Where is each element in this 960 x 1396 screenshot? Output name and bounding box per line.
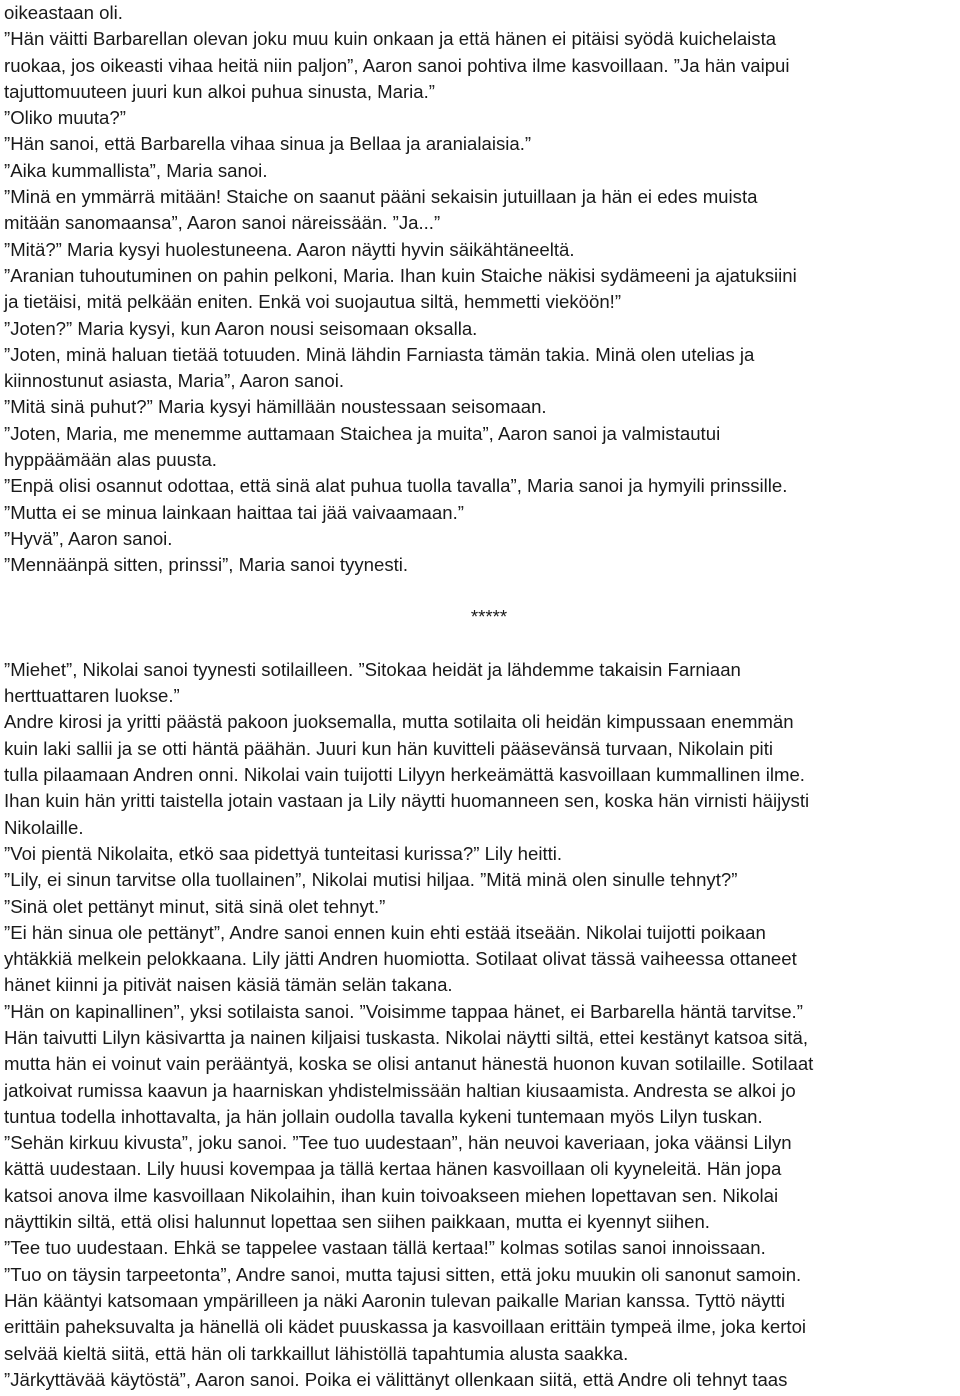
text-line: jatkoivat rumissa kaavun ja haarniskan yhdistelmissään haltian kiusaamista. Andresta se alkoi jo <box>4 1079 796 1101</box>
text-line: mitään sanomaansa”, Aaron sanoi näreissään. ”Ja...” <box>4 212 441 234</box>
text-line: ”Hän on kapinallinen”, yksi sotilaista sanoi. ”Voisimme tappaa hänet, ei Barbarella häntä tarvitse.” <box>4 1000 803 1022</box>
text-line: näyttikin siltä, että olisi halunnut lopettaa sen siihen paikkaan, mutta ei kyennyt siihen. <box>4 1211 710 1233</box>
story-section-one <box>4 0 958 579</box>
text-line: ”Sinä olet pettänyt minut, sitä sinä olet tehnyt.” <box>4 895 386 917</box>
text-line: ”Joten, minä haluan tietää totuuden. Minä lähdin Farniasta tämän takia. Minä olen utelias ja <box>4 343 755 365</box>
text-line: hyppäämään alas puusta. <box>4 449 217 471</box>
text-line: tuntua todella inhottavalta, ja hän jollain oudolla tavalla kykeni tuntemaan myös Lilyn tuskan. <box>4 1105 763 1127</box>
text-line: ”Lily, ei sinun tarvitse olla tuollainen”, Nikolai mutisi hiljaa. ”Mitä minä olen sinulle tehnyt?” <box>4 869 738 891</box>
section-separator <box>4 604 958 630</box>
text-line: Hän kääntyi katsomaan ympärilleen ja näki Aaronin tulevan paikalle Marian kanssa. Tyttö näytti <box>4 1289 786 1311</box>
text-line: ”Ei hän sinua ole pettänyt”, Andre sanoi ennen kuin ehti estää itseään. Nikolai tuijotti poikaan <box>4 921 766 943</box>
text-line: tajuttomuuteen juuri kun alkoi puhua sinusta, Maria.” <box>4 80 435 102</box>
text-line: ”Sehän kirkuu kivusta”, joku sanoi. ”Tee tuo uudestaan”, hän neuvoi kaveriaan, joka väänsi Lilyn <box>4 1132 792 1154</box>
text-line: ”Mennäänpä sitten, prinssi”, Maria sanoi tyynesti. <box>4 554 409 576</box>
text-line: kättä uudestaan. Lily huusi kovempaa ja tällä kertaa hänen kasvoillaan oli kyyneleitä. Hän jopa <box>4 1158 782 1180</box>
text-line: oikeastaan oli. <box>4 2 123 23</box>
text-line: herttuattaren luokse.” <box>4 685 180 707</box>
document-page <box>4 0 958 1393</box>
text-line: kiinnostunut asiasta, Maria”, Aaron sanoi. <box>4 370 345 392</box>
text-line: ”Mutta ei se minua lainkaan haittaa tai jää vaivaamaan.” <box>4 501 464 523</box>
text-line: ja tietäisi, mitä pelkään eniten. Enkä voi suojautua siltä, hemmetti vieköön!” <box>4 291 622 313</box>
text-line: ”Aranian tuhoutuminen on pahin pelkoni, Maria. Ihan kuin Staiche näkisi sydämeeni ja ajatuksiini <box>4 264 797 286</box>
text-line: ”Joten?” Maria kysyi, kun Aaron nousi seisomaan oksalla. <box>4 317 478 339</box>
text-line: ”Hyvä”, Aaron sanoi. <box>4 527 173 549</box>
text-line: ”Mitä sinä puhut?” Maria kysyi hämillään noustessaan seisomaan. <box>4 396 547 418</box>
text-line: Hän taivutti Lilyn käsivartta ja nainen kiljaisi tuskasta. Nikolai näytti siltä, ettei kestänyt katsoa sitä, <box>4 1026 809 1048</box>
text-line: ”Tee tuo uudestaan. Ehkä se tappelee vastaan tällä kertaa!” kolmas sotilas sanoi innoissaan. <box>4 1237 766 1259</box>
text-line: kuin laki sallii ja se otti häntä päähän. Juuri kun hän kuvitteli pääsevänsä turvaan, Nikolain piti <box>4 737 773 759</box>
text-line: Nikolaille. <box>4 816 84 838</box>
story-section-two <box>4 657 958 1393</box>
text-line: ruokaa, jos oikeasti vihaa heitä niin paljon”, Aaron sanoi pohtiva ilme kasvoillaan. ”Ja hän vaipui <box>4 54 790 76</box>
text-line: ”Miehet”, Nikolai sanoi tyynesti sotilailleen. ”Sitokaa heidät ja lähdemme takaisin Farniaan <box>4 658 741 680</box>
text-line: ”Enpä olisi osannut odottaa, että sinä alat puhua tuolla tavalla”, Maria sanoi ja hymyili prinssille. <box>4 475 788 497</box>
text-line: ”Voi pientä Nikolaita, etkö saa pidettyä tunteitasi kurissa?” Lily heitti. <box>4 842 563 864</box>
text-line: ”Aika kummallista”, Maria sanoi. <box>4 159 268 181</box>
text-line: selvää kieltä siitä, että hän oli tarkkaillut lähistöllä tapahtumia alusta saakka. <box>4 1342 629 1364</box>
text-line: ”Joten, Maria, me menemme auttamaan Staichea ja muita”, Aaron sanoi ja valmistautui <box>4 422 721 444</box>
text-line: yhtäkkiä melkein pelokkaana. Lily jätti Andren huomiotta. Sotilaat olivat tässä vaiheessa ottaneet <box>4 948 797 970</box>
text-line: Andre kirosi ja yritti päästä pakoon juoksemalla, mutta sotilaita oli heidän kimpussaan enemmän <box>4 711 794 733</box>
text-line: ”Tuo on täysin tarpeetonta”, Andre sanoi, mutta tajusi sitten, että joku muukin oli sanonut samoin. <box>4 1263 802 1285</box>
text-line: mutta hän ei voinut vain perääntyä, koska se olisi antanut hänestä huonon kuvan sotilaille. Sotilaat <box>4 1053 814 1075</box>
text-line: ”Oliko muuta?” <box>4 107 126 129</box>
text-line: hänet kiinni ja pitivät naisen käsiä tämän selän takana. <box>4 974 453 996</box>
text-line: ”Mitä?” Maria kysyi huolestuneena. Aaron näytti hyvin säikähtäneeltä. <box>4 238 575 260</box>
text-line: ”Hän väitti Barbarellan olevan joku muu kuin onkaan ja että hänen ei pitäisi syödä kuichelaista <box>4 28 777 50</box>
text-line: tulla pilaamaan Andren onni. Nikolai vain tuijotti Lilyyn herkeämättä kasvoillaan kummallinen ilme. <box>4 764 805 786</box>
separator-stars: ***** <box>470 605 508 627</box>
text-line: erittäin paheksuvalta ja hänellä oli kädet puuskassa ja kasvoillaan erittäin tympeä ilme, joka kertoi <box>4 1316 807 1338</box>
text-line: Ihan kuin hän yritti taistella jotain vastaan ja Lily näytti huomanneen sen, koska hän virnisti häijysti <box>4 790 810 812</box>
text-line: ”Minä en ymmärrä mitään! Staiche on saanut pääni sekaisin jutuillaan ja hän ei edes muista <box>4 186 758 208</box>
text-line: katsoi anova ilme kasvoillaan Nikolaihin, ihan kuin toivoakseen miehen lopettavan sen. Nikolai <box>4 1184 779 1206</box>
text-line: ”Järkyttävää käytöstä”, Aaron sanoi. Poika ei välittänyt ollenkaan siitä, että Andre oli tehnyt taas <box>4 1368 788 1390</box>
text-line: ”Hän sanoi, että Barbarella vihaa sinua ja Bellaa ja aranialaisia.” <box>4 133 532 155</box>
